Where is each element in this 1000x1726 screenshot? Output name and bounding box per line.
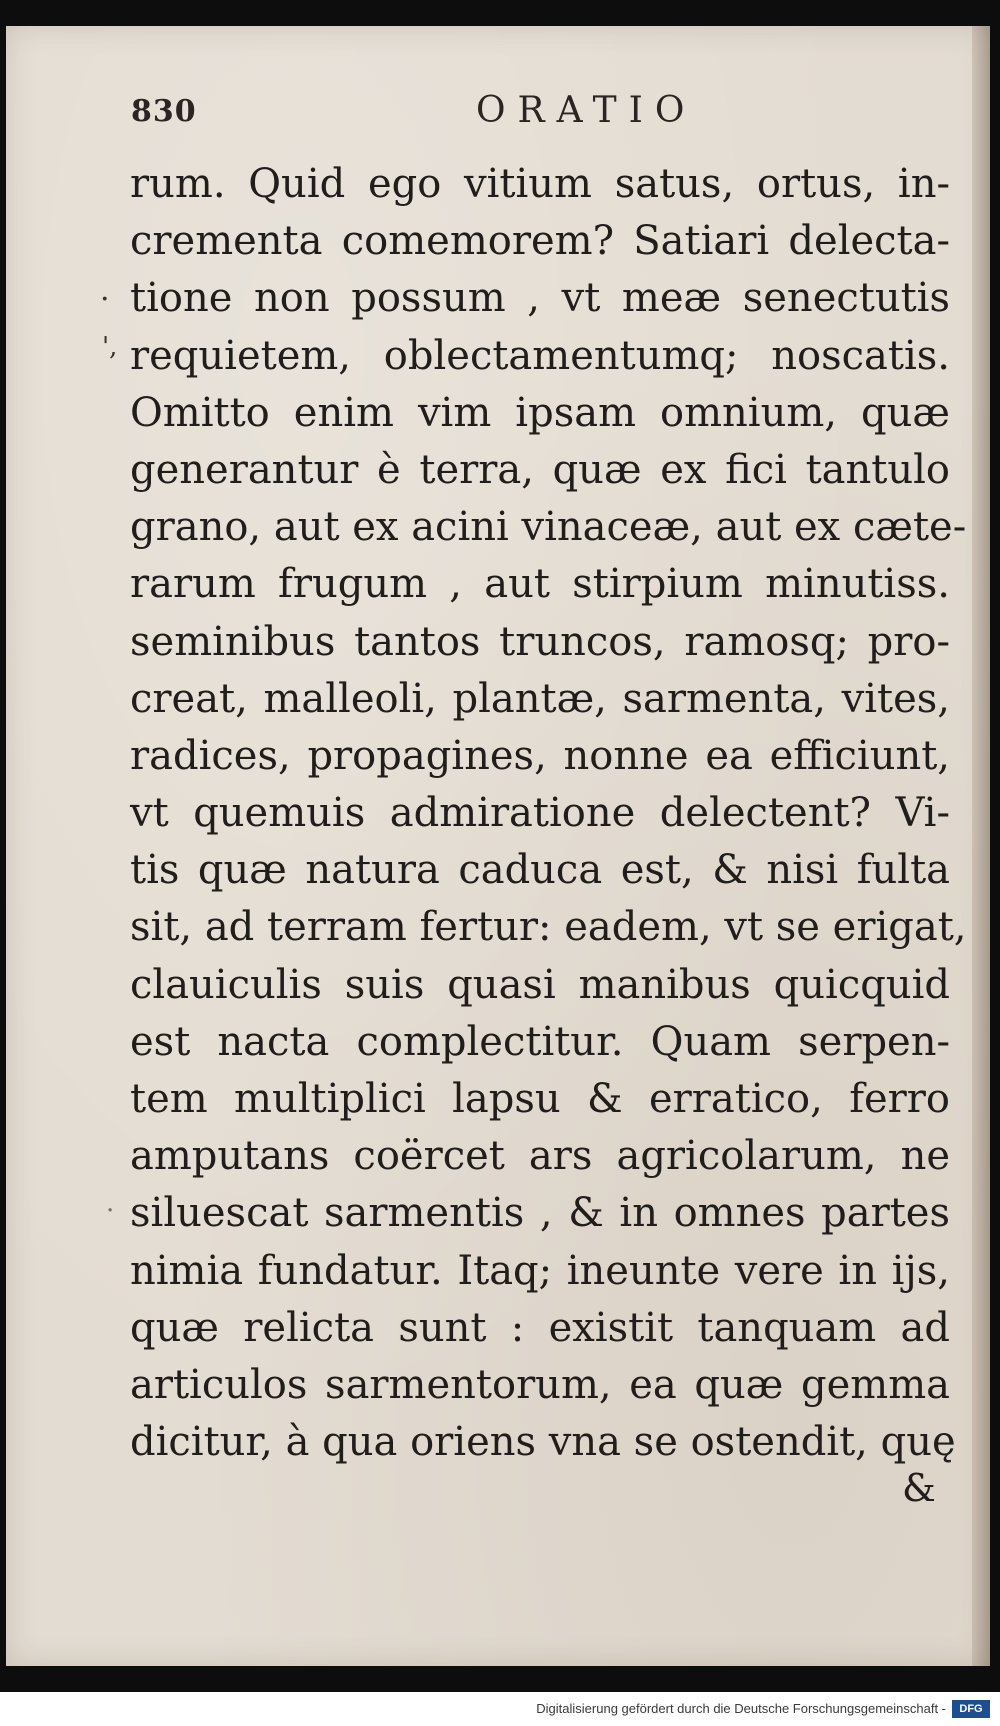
text-line: sit, ad terram fertur: eadem, vt se erigat, bbox=[130, 904, 967, 951]
text-line: articulos sarmentorum, ea quæ gemma bbox=[130, 1361, 950, 1408]
text-line: requietem, oblectamentumq; noscatis. bbox=[130, 332, 950, 379]
funding-credit: Digitalisierung gefördert durch die Deutsche Forschungsgemeinschaft - bbox=[536, 1701, 946, 1716]
margin-mark: ', bbox=[102, 332, 118, 362]
page-spine-shadow bbox=[972, 26, 990, 1666]
text-line: dicitur, à qua oriens vna se ostendit, quę bbox=[130, 1419, 956, 1466]
text-line: rarum frugum , aut stirpium minutiss. bbox=[130, 561, 950, 608]
text-line: siluescat sarmentis , & in omnes partes bbox=[130, 1190, 950, 1237]
text-line: nimia fundatur. Itaq; ineunte vere in ijs, bbox=[130, 1247, 950, 1294]
text-line: tis quæ natura caduca est, & nisi fulta bbox=[130, 847, 950, 894]
text-line: Omitto enim vim ipsam omnium, quæ bbox=[130, 389, 950, 436]
margin-mark: · bbox=[106, 1196, 115, 1226]
dfg-logo: DFG bbox=[952, 1700, 990, 1718]
text-line: est nacta complectitur. Quam serpen- bbox=[130, 1018, 950, 1065]
text-line: vt quemuis admiratione delectent? Vi- bbox=[130, 790, 950, 837]
text-line: generantur è terra, quæ ex fici tantulo bbox=[130, 446, 950, 493]
text-line: quæ relicta sunt : existit tanquam ad bbox=[130, 1304, 950, 1351]
running-head bbox=[6, 84, 990, 144]
page-number: 830 bbox=[131, 94, 197, 129]
text-line: grano, aut ex acini vinaceæ, aut ex cæte- bbox=[130, 504, 967, 551]
digitization-footer bbox=[0, 1692, 1000, 1726]
text-line: tione non possum , vt meæ senectutis bbox=[130, 275, 950, 322]
body-text bbox=[130, 156, 967, 1471]
text-line: crementa comemorem? Satiari delecta- bbox=[130, 218, 950, 265]
book-page bbox=[6, 26, 990, 1666]
text-line: seminibus tantos truncos, ramosq; pro- bbox=[130, 618, 950, 665]
header-title: ORATIO bbox=[476, 90, 697, 131]
text-line: clauiculis suis quasi manibus quicquid bbox=[130, 961, 950, 1008]
text-line: tem multiplici lapsu & erratico, ferro bbox=[130, 1076, 950, 1122]
text-line: rum. Quid ego vitium satus, ortus, in- bbox=[130, 161, 950, 207]
catchword: & bbox=[902, 1466, 936, 1510]
text-line: radices, propagines, nonne ea efficiunt, bbox=[130, 732, 950, 779]
text-line: amputans coërcet ars agricolarum, ne bbox=[130, 1133, 950, 1180]
text-line: creat, malleoli, plantæ, sarmenta, vites, bbox=[130, 675, 950, 722]
margin-mark: · bbox=[100, 282, 110, 317]
